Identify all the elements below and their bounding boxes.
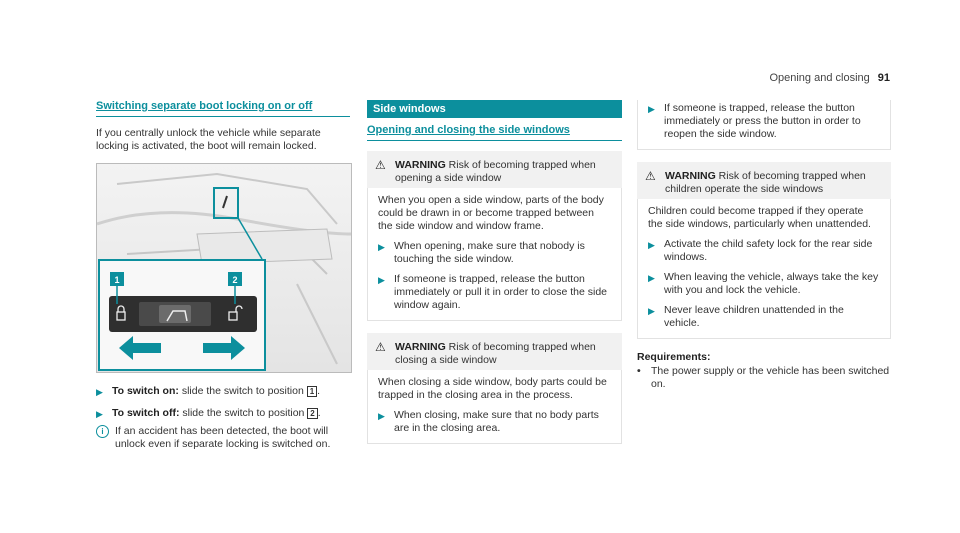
warning-header [367, 151, 622, 188]
step-arrow-icon: ▶ [96, 409, 103, 419]
requirements-title: Requirements: [637, 351, 711, 363]
position-key-2: 2 [307, 408, 317, 419]
step-end: . [317, 385, 321, 397]
step-arrow-icon: ▶ [648, 273, 655, 283]
step-text: When opening, make sure that nobody is touching the side window. [394, 240, 585, 265]
step-label: To switch off: [112, 407, 180, 419]
warning-body [637, 100, 891, 150]
warning-step [648, 271, 880, 297]
step-end: . [317, 407, 321, 419]
step-text: If someone is trapped, release the button immediately or pull it in order to close the side window again. [394, 273, 608, 311]
column-continuation [637, 100, 891, 391]
warning-box-closing [367, 333, 622, 444]
requirement-item [637, 365, 891, 391]
step-arrow-icon: ▶ [648, 240, 655, 250]
warning-step [378, 240, 611, 266]
boot-lock-switch-illustration [97, 164, 351, 372]
bullet-icon: • [637, 365, 641, 377]
step-arrow-icon: ▶ [378, 275, 385, 285]
warning-body [367, 188, 622, 321]
warning-box-children [637, 162, 891, 339]
step-text: Activate the child safety lock for the rear side windows. [664, 238, 873, 263]
chapter-bar-side-windows: Side windows [367, 100, 622, 118]
header-title: Opening and closing [769, 72, 870, 84]
column-boot-locking [96, 100, 350, 451]
warning-continuation [637, 100, 891, 150]
warning-word: WARNING [395, 159, 446, 171]
step-arrow-icon: ▶ [96, 387, 103, 397]
page-number: 91 [877, 72, 890, 84]
section-title-boot-locking: Switching separate boot locking on or off [96, 100, 350, 117]
callout-1: 1 [114, 275, 120, 285]
warning-step [378, 273, 611, 312]
step-switch-on [96, 385, 350, 399]
section-title-side-windows: Opening and closing the side windows [367, 124, 622, 141]
warning-body-text: When you open a side window, parts of the body could be drawn in or become trapped between the side window and window frame. [378, 194, 604, 232]
warning-step [648, 102, 880, 141]
step-arrow-icon: ▶ [378, 411, 385, 421]
step-label: To switch on: [112, 385, 179, 397]
warning-word: WARNING [395, 341, 446, 353]
warning-step [648, 238, 880, 264]
step-arrow-icon: ▶ [378, 242, 385, 252]
step-switch-off [96, 407, 350, 421]
boot-lock-switch-figure [96, 163, 352, 373]
column-side-windows [367, 100, 622, 456]
warning-body-text: Children could become trapped if they operate the side windows, particularly when unattended. [648, 205, 871, 230]
step-text: When leaving the vehicle, always take the key with you and lock the vehicle. [664, 271, 879, 296]
step-text: When closing, make sure that no body parts are in the closing area. [394, 409, 599, 434]
warning-step [648, 304, 880, 330]
warning-box-opening [367, 151, 622, 321]
intro-text: If you centrally unlock the vehicle while separate locking is activated, the boot will remain locked. [96, 127, 321, 152]
warning-body-text: When closing a side window, body parts could be trapped in the closing area in the process. [378, 376, 607, 401]
warning-triangle-icon: ⚠ [375, 158, 386, 172]
step-text: slide the switch to position [181, 385, 304, 397]
note-text: If an accident has been detected, the boot will unlock even if separate locking is switched on. [115, 425, 331, 450]
info-icon: i [96, 425, 109, 438]
warning-step [378, 409, 611, 435]
warning-header [367, 333, 622, 370]
warning-triangle-icon: ⚠ [645, 169, 656, 183]
step-text: slide the switch to position [182, 407, 305, 419]
info-note [96, 425, 350, 451]
warning-head-text: Risk of becoming trapped when closing a side window [395, 341, 596, 366]
warning-body [367, 370, 622, 444]
warning-body [637, 199, 891, 339]
warning-triangle-icon: ⚠ [375, 340, 386, 354]
warning-word: WARNING [665, 170, 716, 182]
warning-head-text: Risk of becoming trapped when opening a side window [395, 159, 596, 184]
position-key-1: 1 [307, 386, 317, 397]
step-arrow-icon: ▶ [648, 104, 655, 114]
requirement-text: The power supply or the vehicle has been switched on. [651, 365, 890, 390]
running-header [769, 72, 890, 84]
step-text: If someone is trapped, release the button immediately or press the button in order to reopen the side window. [664, 102, 861, 140]
warning-header [637, 162, 891, 199]
warning-head-text: Risk of becoming trapped when children operate the side windows [665, 170, 866, 195]
callout-2: 2 [232, 275, 238, 285]
step-text: Never leave children unattended in the vehicle. [664, 304, 844, 329]
step-arrow-icon: ▶ [648, 306, 655, 316]
